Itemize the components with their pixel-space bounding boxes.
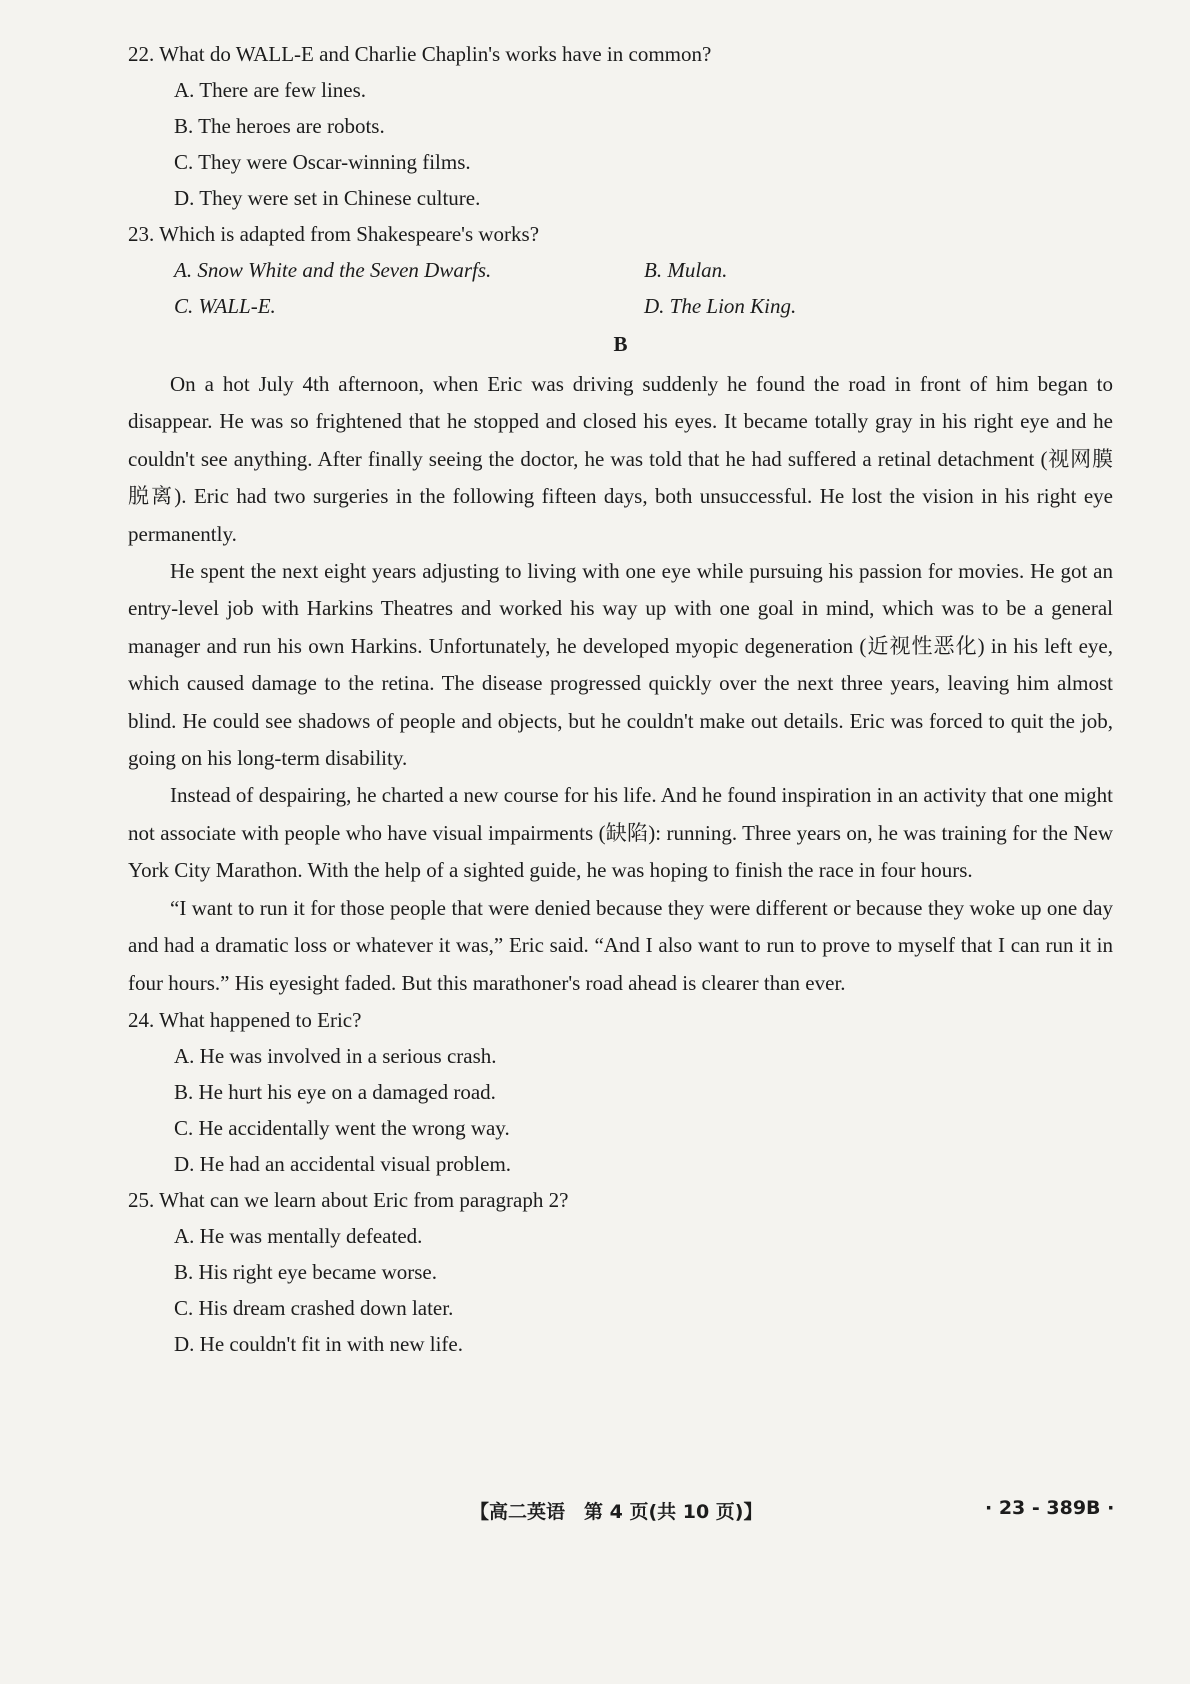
options-row xyxy=(174,288,1113,324)
page-content xyxy=(128,36,1113,1362)
options-row xyxy=(174,252,1113,288)
reading-passage xyxy=(128,366,1113,1002)
option-a: A. He was involved in a serious crash. xyxy=(174,1043,497,1068)
question-stem: 24. What happened to Eric? xyxy=(128,1007,362,1032)
option-b: B. Mulan. xyxy=(644,258,728,282)
question-stem: 22. What do WALL-E and Charlie Chaplin's works have in common? xyxy=(128,42,712,66)
option-d: D. The Lion King. xyxy=(644,294,797,318)
option-c: C. WALL-E. xyxy=(174,294,276,318)
option-a: A. Snow White and the Seven Dwarfs. xyxy=(174,258,492,282)
option-d: D. They were set in Chinese culture. xyxy=(174,186,481,210)
passage-paragraph: On a hot July 4th afternoon, when Eric was driving suddenly he found the road in front of him began to disappear. He was so frightened that he stopped and closed his eyes. It became totally gray in his right eye and he couldn't see anything. After finally seeing the doctor, he was told that he had suffered a retinal detachment (视网膜脱离). Eric had two surgeries in the following fifteen days, both unsuccessful. He lost the vision in his right eye permanently. xyxy=(128,372,1113,546)
option-d: D. He had an accidental visual problem. xyxy=(174,1151,512,1176)
option-b: B. His right eye became worse. xyxy=(174,1259,438,1284)
option-d: D. He couldn't fit in with new life. xyxy=(174,1331,463,1356)
option-b: B. He hurt his eye on a damaged road. xyxy=(174,1079,496,1104)
option-c: C. He accidentally went the wrong way. xyxy=(174,1115,510,1140)
question-23 xyxy=(128,216,1113,324)
question-stem: 25. What can we learn about Eric from paragraph 2? xyxy=(128,1187,569,1212)
passage-paragraph: Instead of despairing, he charted a new course for his life. And he found inspiration in an activity that one might not associate with people who have visual impairments (缺陷): running. Three years on, he was training for the New York City Marathon. With the help of a sighted guide, he was hoping to finish the race in four hours. xyxy=(128,783,1113,883)
option-b: B. The heroes are robots. xyxy=(174,114,385,138)
section-label: B xyxy=(613,332,628,356)
option-a: A. There are few lines. xyxy=(174,78,367,102)
option-a: A. He was mentally defeated. xyxy=(174,1223,423,1248)
option-c: C. They were Oscar-winning films. xyxy=(174,150,471,174)
question-24 xyxy=(128,1002,1113,1182)
passage-paragraph: “I want to run it for those people that were denied because they were different or because they woke up one day and had a dramatic loss or whatever it was,” Eric said. “And I also want to run to prove to myself that I can run it in four hours.” His eyesight faded. But this marathoner's road ahead is clearer than ever. xyxy=(128,895,1113,995)
question-stem: 23. Which is adapted from Shakespeare's works? xyxy=(128,222,540,246)
question-25 xyxy=(128,1182,1113,1362)
exam-code: · 23 - 389B · xyxy=(985,1497,1115,1519)
page-info: 【高二英语 第 4 页(共 10 页)】 xyxy=(470,1501,763,1523)
option-c: C. His dream crashed down later. xyxy=(174,1295,454,1320)
page-footer xyxy=(0,1497,1190,1533)
question-22 xyxy=(128,36,1113,216)
passage-paragraph: He spent the next eight years adjusting to living with one eye while pursuing his passion for movies. He got an entry-level job with Harkins Theatres and worked his way up with one goal in mind, which was to be a general manager and run his own Harkins. Unfortunately, he developed myopic degeneration (近视性恶化) in his left eye, which caused damage to the retina. The disease progressed quickly over the next three years, leaving him almost blind. He could see shadows of people and objects, but he couldn't make out details. Eric was forced to quit the job, going on his long-term disability. xyxy=(128,559,1113,771)
